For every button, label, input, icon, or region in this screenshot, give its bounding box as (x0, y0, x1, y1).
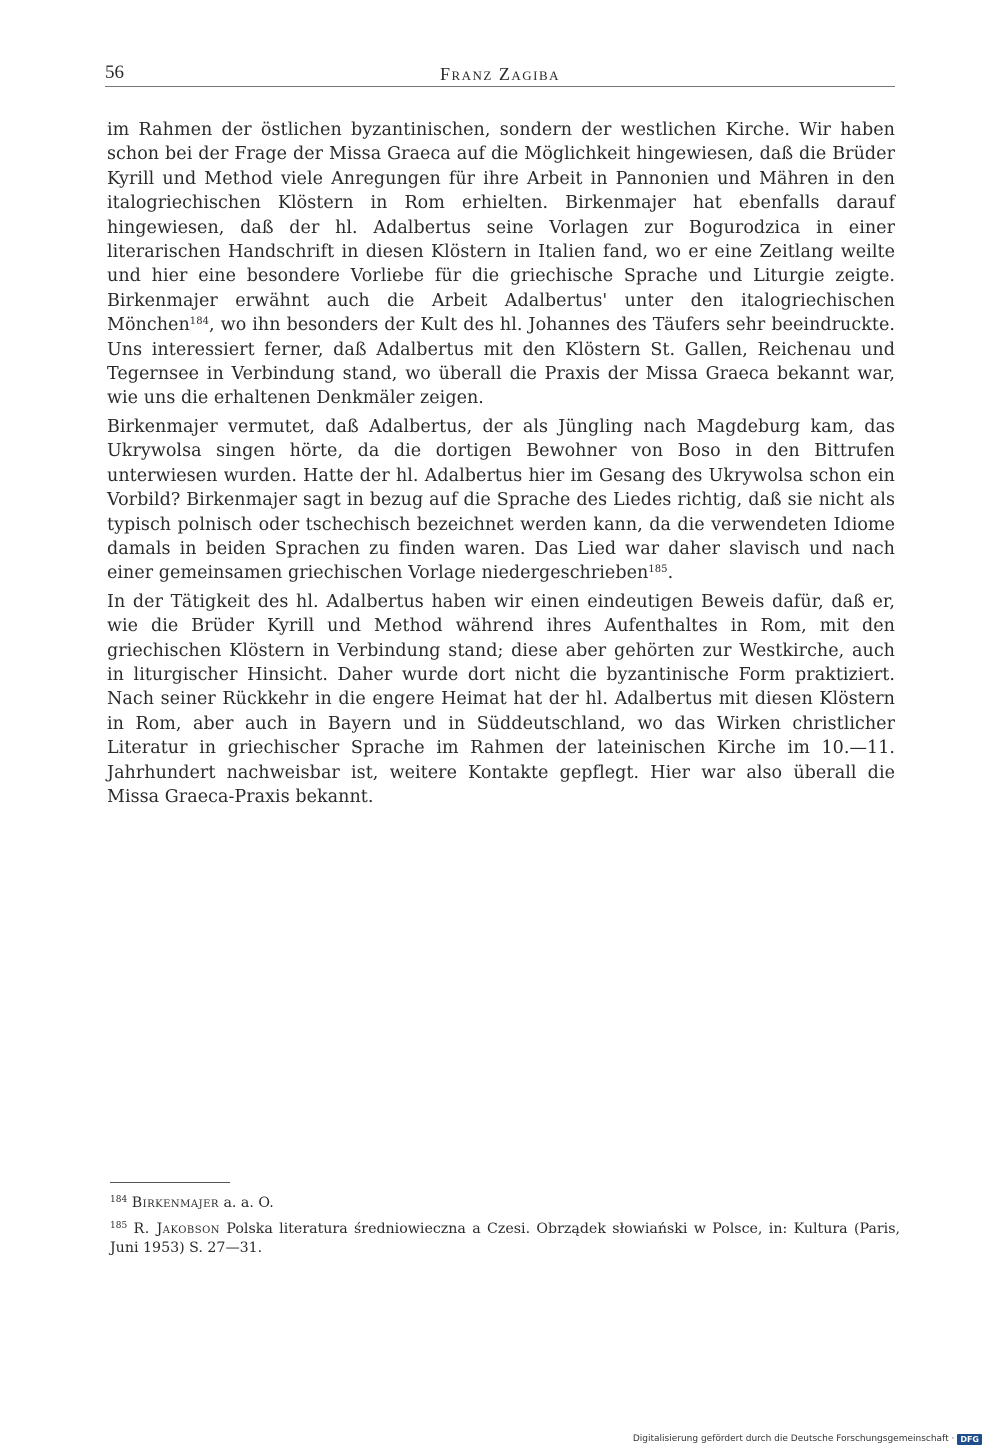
digitization-credit (633, 1432, 982, 1446)
paragraph (107, 415, 895, 586)
dfg-logo: DFG (957, 1434, 982, 1445)
page-header (105, 62, 895, 90)
footnote-reference[interactable]: 184 (189, 316, 210, 328)
footnote-number: 185 (110, 1220, 128, 1231)
paragraph (107, 590, 895, 810)
footnote (110, 1194, 900, 1214)
running-head: Franz Zagiba (439, 64, 561, 84)
footnote-rule (110, 1182, 230, 1183)
footnote (110, 1220, 900, 1259)
credit-text: Digitalisierung gefördert durch die Deutsche Forschungsgemeinschaft · (632, 1434, 955, 1444)
footnote-number: 184 (110, 1195, 128, 1205)
footnote-reference[interactable]: 185 (648, 564, 668, 576)
paragraph-text: , wo ihn besonders der Kult des hl. Johannes des Täufers sehr beeindruckte. Uns interessiert ferner, daß Adalbertus mit den Klöstern St. Gallen, Reichenau und Tegernsee in Verbindung stand, wo überall die Praxis der Missa Graeca bekannt war, wie uns die erhaltenen Denkmäler zeigen. (107, 315, 895, 409)
footnote-text: a. a. O. (218, 1195, 274, 1211)
paragraph-text: . (667, 563, 674, 584)
body-text (107, 118, 895, 809)
footnotes (110, 1194, 900, 1265)
footnote-author: Birkenmajer (131, 1195, 219, 1211)
page-number: 56 (105, 62, 124, 83)
header-rule (105, 86, 895, 87)
footnote-text: Polska literatura średniowieczna a Czesi. Obrządek słowiański w Polsce, in: Kultura (Paris, Juni 1953) S. 27—31. (110, 1220, 900, 1256)
paragraph-text: In der Tätigkeit des hl. Adalbertus haben wir einen eindeutigen Beweis dafür, daß er, wie die Brüder Kyrill und Method während ihres Aufenthaltes in Rom, mit den griechischen Klöstern in Verbindung stand; diese aber gehörten zur Westkirche, auch in liturgischer Hinsicht. Daher wurde dort nicht die byzantinische Form praktiziert. Nach seiner Rückkehr in die engere Heimat hat der hl. Adalbertus mit diesen Klöstern in Rom, aber auch in Bayern und in Süddeutschland, wo das Wirken christlicher Literatur in griechischer Sprache im Rahmen der lateinischen Kirche im 10.—11. Jahrhundert nachweisbar ist, weitere Kontakte gepflegt. Hier war also überall die Missa Graeca-Praxis bekannt. (107, 591, 895, 807)
paragraph-text: im Rahmen der östlichen byzantinischen, sondern der westlichen Kirche. Wir haben schon bei der Frage der Missa Graeca auf die Möglichkeit hingewiesen, daß die Brüder Kyrill und Method viele Anregungen für ihre Arbeit in Pannonien und Mähren in den italogriechischen Klöstern in Rom erhielten. Birkenmajer hat ebenfalls darauf hingewiesen, daß der hl. Adalbertus seine Vorlagen zur Bogurodzica in einer literarischen Handschrift in diesen Klöstern in Italien fand, wo er eine Zeitlang weilte und hier eine besondere Vorliebe für die griechische Sprache und Liturgie zeigte. Birkenmajer erwähnt auch die Arbeit Adalbertus' unter den italogriechischen Mönchen (107, 120, 895, 336)
footnote-author: R. Jakobson (133, 1220, 221, 1237)
paragraph (107, 118, 895, 411)
paragraph-text: Birkenmajer vermutet, daß Adalbertus, der als Jüngling nach Magdeburg kam, das Ukrywolsa singen hörte, da die dortigen Bewohner von Boso in den Bittrufen unterwiesen wurden. Hatte der hl. Adalbertus hier im Gesang des Ukrywolsa schon ein Vorbild? Birkenmajer sagt in bezug auf die Sprache des Liedes richtig, daß sie nicht als typisch polnisch oder tschechisch bezeichnet werden kann, da die verwendeten Idiome damals in beiden Sprachen zu finden waren. Das Lied war daher slavisch und nach einer gemeinsamen griechischen Vorlage niedergeschrieben (107, 416, 895, 584)
